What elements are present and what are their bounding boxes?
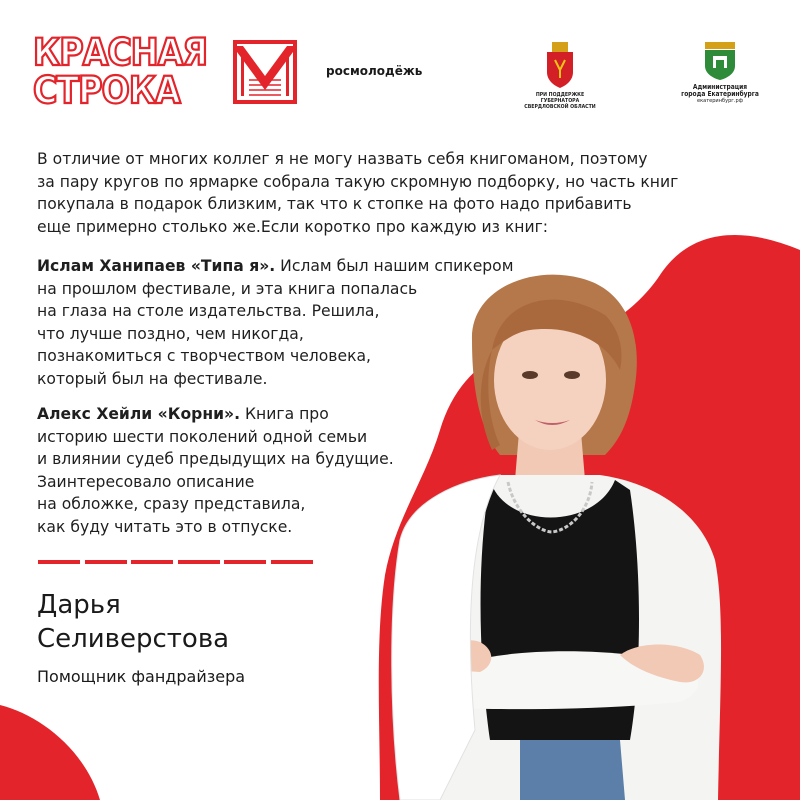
book-2-text: Книга про	[240, 405, 329, 423]
book-2-line: Заинтересовало описание	[37, 472, 255, 491]
book-2-line: на обложке, сразу представила,	[37, 495, 306, 513]
book-2-title: Алекс Хейли «Корни».	[37, 405, 241, 423]
book-1-text: Ислам был нашим спикером	[275, 257, 514, 275]
sverdlovsk-crest-icon	[543, 42, 577, 88]
book-1-line: что лучше поздно, чем никогда,	[37, 324, 304, 343]
book-1-line: на прошлом фестивале, и эта книга попалась	[37, 279, 418, 298]
logo-text-line1: КРАСНАЯ	[33, 31, 208, 74]
intro-paragraph	[37, 148, 757, 238]
krasnaya-stroka-logo	[33, 31, 273, 112]
intro-line: еще примерно столько же.Если коротко про каждую из книг:	[37, 217, 549, 236]
logo-m-mark-icon	[229, 36, 301, 108]
city-admin-site: екатеринбург.рф	[696, 98, 744, 104]
intro-line: покупала в подарок близким, так что к стопке на фото надо прибавить	[37, 195, 632, 213]
ekaterinburg-crest-icon	[701, 42, 739, 80]
divider-dash	[38, 560, 80, 564]
book-1-line: который был на фестивале.	[37, 369, 268, 388]
person-role: Помощник фандрайзера	[37, 667, 246, 686]
ekaterinburg-admin-emblem	[680, 42, 760, 105]
book-2-line: и влиянии судеб предыдущих на будущие.	[37, 450, 394, 468]
rosmolodezh-logo: росмолодёжь	[326, 64, 423, 78]
person-name	[37, 588, 229, 656]
book-2-line: историю шести поколений одной семьи	[37, 427, 368, 446]
book-1-line: познакомиться с творчеством человека,	[37, 347, 372, 365]
divider-dash	[85, 560, 127, 564]
sverdlovsk-governor-emblem	[520, 42, 600, 110]
city-admin-line1: Администрация	[692, 83, 748, 91]
portrait-photo	[380, 270, 800, 800]
region-caption: ПРИ ПОДДЕРЖКЕ ГУБЕРНАТОРА СВЕРДЛОВСКОЙ ОБЛАСТИ	[524, 92, 596, 110]
divider-dash	[178, 560, 220, 564]
city-admin-line2: города Екатеринбурга	[681, 90, 759, 98]
book-1-title: Ислам Ханипаев «Типа я».	[37, 257, 276, 275]
person-first-name: Дарья	[37, 590, 121, 620]
person-last-name: Селиверстова	[37, 624, 230, 654]
book-2-line: как буду читать это в отпуске.	[37, 517, 293, 536]
book-1-line: на глаза на столе издательства. Решила,	[37, 302, 380, 320]
divider-dash	[131, 560, 173, 564]
divider-dash	[271, 560, 313, 564]
intro-line: В отличие от многих коллег я не могу назвать себя книгоманом, поэтому	[37, 150, 648, 168]
dashed-divider	[38, 560, 313, 564]
intro-line: за пару кругов по ярмарке собрала такую скромную подборку, но часть книг	[37, 172, 679, 191]
divider-dash	[224, 560, 266, 564]
logo-text-line2: СТРОКА	[33, 69, 180, 112]
